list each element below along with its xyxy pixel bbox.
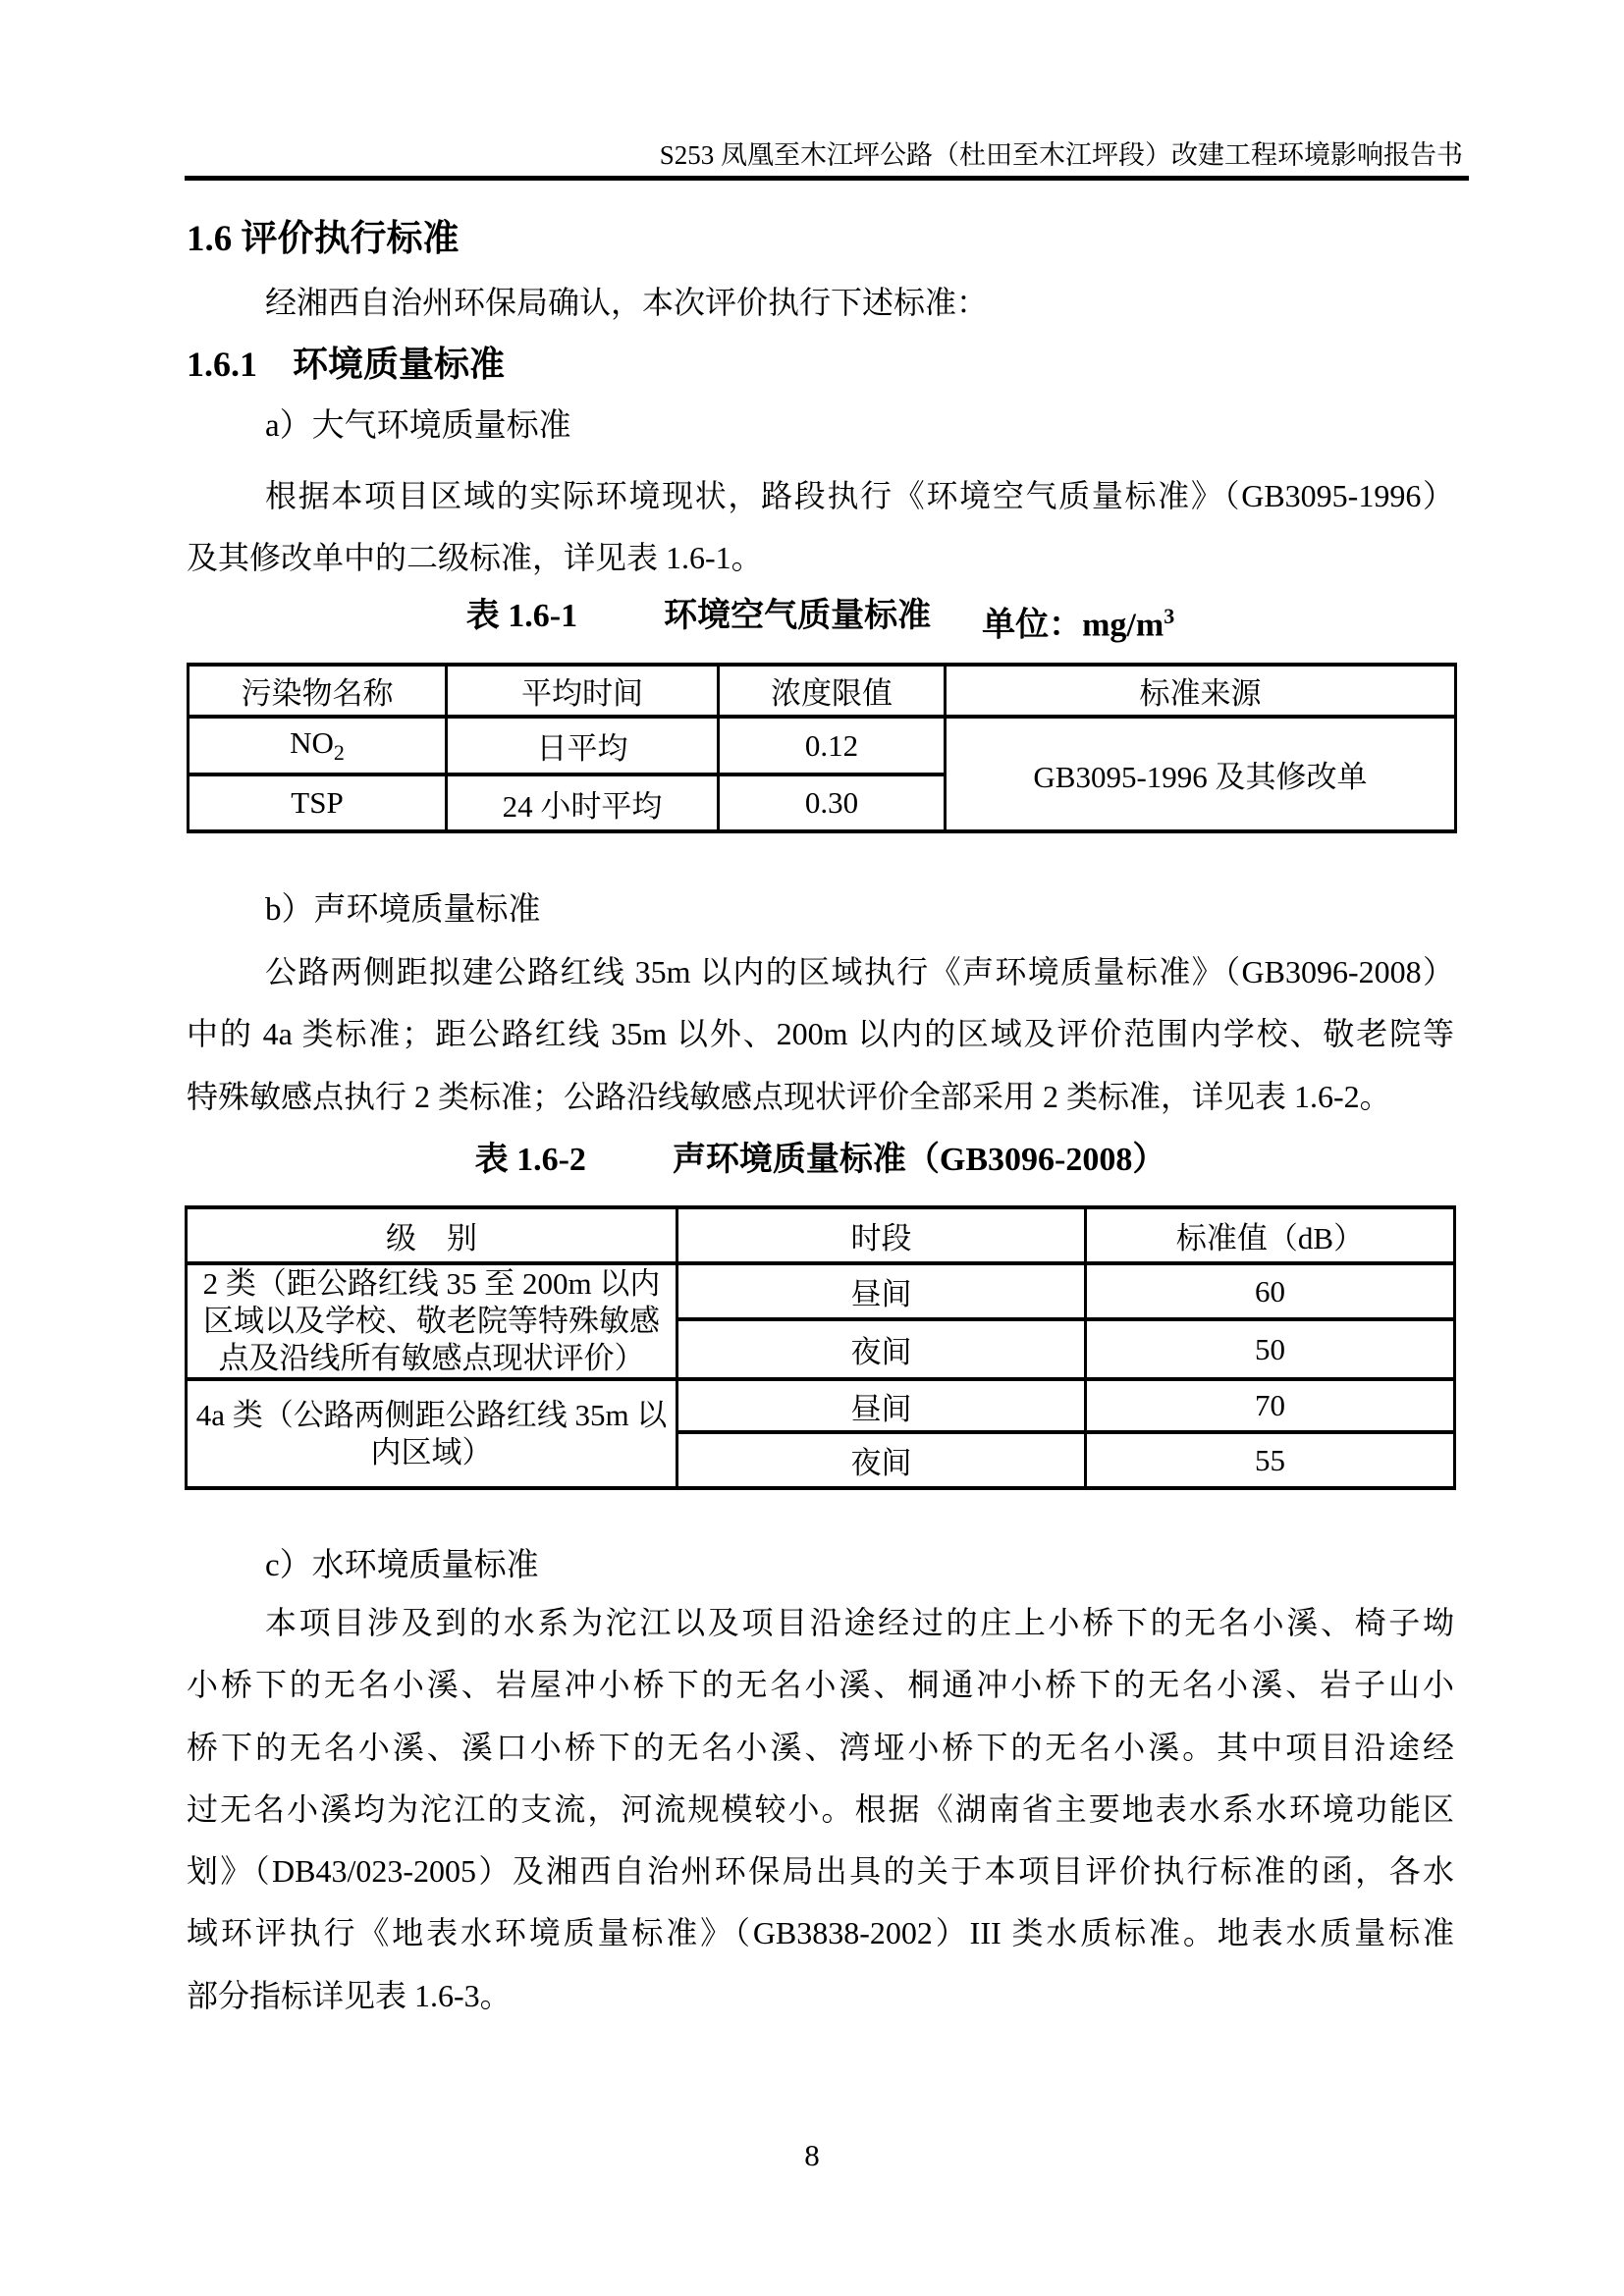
- heading-1-6-1: 1.6.1 环境质量标准: [187, 345, 506, 384]
- air-quality-table: [187, 663, 1457, 833]
- paragraph-line: 本项目涉及到的水系为沱江以及项目沿途经过的庄上小桥下的无名小溪、椅子坳: [265, 1605, 1454, 1640]
- unit-superscript: 3: [1164, 604, 1175, 628]
- chem-base: NO: [290, 724, 334, 760]
- paragraph-line: 根据本项目区域的实际环境现状，路段执行《环境空气质量标准》（GB3095-1996）: [265, 478, 1454, 513]
- table-row-no2: [189, 717, 1456, 774]
- page-header-title: S253 凤凰至木江坪公路（杜田至木江坪段）改建工程环境影响报告书: [659, 140, 1463, 170]
- value-cell: 60: [1086, 1263, 1455, 1319]
- paragraph-line: 及其修改单中的二级标准，详见表 1.6-1。: [187, 540, 763, 576]
- header-cell-pollutant: 污染物名称: [189, 665, 447, 717]
- heading-1-6: 1.6 评价执行标准: [187, 219, 460, 259]
- period-cell: 昼间: [677, 1379, 1086, 1432]
- heading-item-b: b）声环境质量标准: [265, 892, 541, 928]
- header-cell-source: 标准来源: [946, 665, 1456, 717]
- header-cell-value: 标准值（dB）: [1086, 1207, 1455, 1263]
- value-cell: 70: [1086, 1379, 1455, 1432]
- paragraph-line: 中的 4a 类标准；距公路红线 35m 以外、200m 以内的区域及评价范围内学校、敬老院等: [187, 1016, 1454, 1052]
- table-1-caption-label: 表 1.6-1: [465, 598, 578, 634]
- table-1-caption: [187, 597, 1454, 645]
- paragraph-line: 小桥下的无名小溪、岩屋冲小桥下的无名小溪、桐通冲小桥下的无名小溪、岩子山小: [187, 1667, 1454, 1703]
- table-1-caption-unit: [982, 597, 1174, 645]
- paragraph-line: 部分指标详见表 1.6-3。: [187, 1977, 512, 2013]
- unit-base: mg/m: [1082, 607, 1164, 644]
- value-cell: 50: [1086, 1319, 1455, 1379]
- limit-cell: 0.12: [719, 717, 946, 774]
- paragraph-line: 经湘西自治州环保局确认，本次评价执行下述标准：: [265, 285, 989, 320]
- page-number: 8: [804, 2138, 820, 2172]
- intro-paragraph: [187, 272, 1454, 334]
- header-cell-limit: 浓度限值: [719, 665, 946, 717]
- header-cell-avg-time: 平均时间: [447, 665, 719, 717]
- paragraph-b: [187, 941, 1454, 1128]
- noise-standard-table: [185, 1205, 1456, 1490]
- paragraph-line: 公路两侧距拟建公路红线 35m 以内的区域执行《声环境质量标准》（GB3096-2008）: [265, 954, 1454, 989]
- source-cell: GB3095-1996 及其修改单: [946, 717, 1456, 831]
- period-cell: 昼间: [677, 1263, 1086, 1319]
- value-cell: 55: [1086, 1432, 1455, 1488]
- table-header-row: [187, 1207, 1455, 1263]
- table-2-caption-title: 声环境质量标准（GB3096-2008）: [672, 1142, 1166, 1178]
- paragraph-line: 划》（DB43/023-2005）及湘西自治州环保局出具的关于本项目评价执行标准的函，各水: [187, 1853, 1454, 1890]
- table-row-class4a-day: [187, 1379, 1455, 1432]
- avg-time-cell: 日平均: [447, 717, 719, 774]
- paragraph-line: 特殊敏感点执行 2 类标准；公路沿线敏感点现状评价全部采用 2 类标准，详见表 1.6-2。: [187, 1078, 1391, 1114]
- chem-subscript: 2: [333, 740, 345, 766]
- pollutant-cell-no2: [189, 717, 447, 774]
- unit-label: 单位：: [982, 607, 1083, 644]
- header-cell-class: 级 别: [187, 1207, 677, 1263]
- paragraph-a: [187, 465, 1454, 590]
- table-header-row: [189, 665, 1456, 717]
- category-cell-class4a: 4a 类（公路两侧距公路红线 35m 以内区域）: [187, 1379, 677, 1488]
- category-cell-class2: 2 类（距公路红线 35 至 200m 以内区域以及学校、敬老院等特殊敏感点及沿线所有敏感点现状评价）: [187, 1263, 677, 1379]
- period-cell: 夜间: [677, 1319, 1086, 1379]
- heading-item-c: c）水环境质量标准: [265, 1548, 539, 1583]
- pollutant-cell-tsp: TSP: [189, 774, 447, 831]
- table-2-caption: [187, 1141, 1454, 1180]
- page-header-rule: [185, 176, 1469, 181]
- table-row-class2-day: [187, 1263, 1455, 1319]
- paragraph-line: 过无名小溪均为沱江的支流，河流规模较小。根据《湖南省主要地表水系水环境功能区: [187, 1790, 1454, 1827]
- avg-time-cell: 24 小时平均: [447, 774, 719, 831]
- table-1-caption-title: 环境空气质量标准: [664, 598, 932, 634]
- paragraph-c: [187, 1592, 1454, 2027]
- paragraph-line: 桥下的无名小溪、溪口小桥下的无名小溪、湾垭小桥下的无名小溪。其中项目沿途经: [187, 1729, 1454, 1765]
- header-cell-period: 时段: [677, 1207, 1086, 1263]
- period-cell: 夜间: [677, 1432, 1086, 1488]
- limit-cell: 0.30: [719, 774, 946, 831]
- heading-item-a: a）大气环境质量标准: [265, 408, 571, 444]
- table-2-caption-label: 表 1.6-2: [474, 1142, 586, 1178]
- paragraph-line: 域环评执行《地表水环境质量标准》（GB3838-2002）III 类水质标准。地表水质量标准: [187, 1915, 1454, 1951]
